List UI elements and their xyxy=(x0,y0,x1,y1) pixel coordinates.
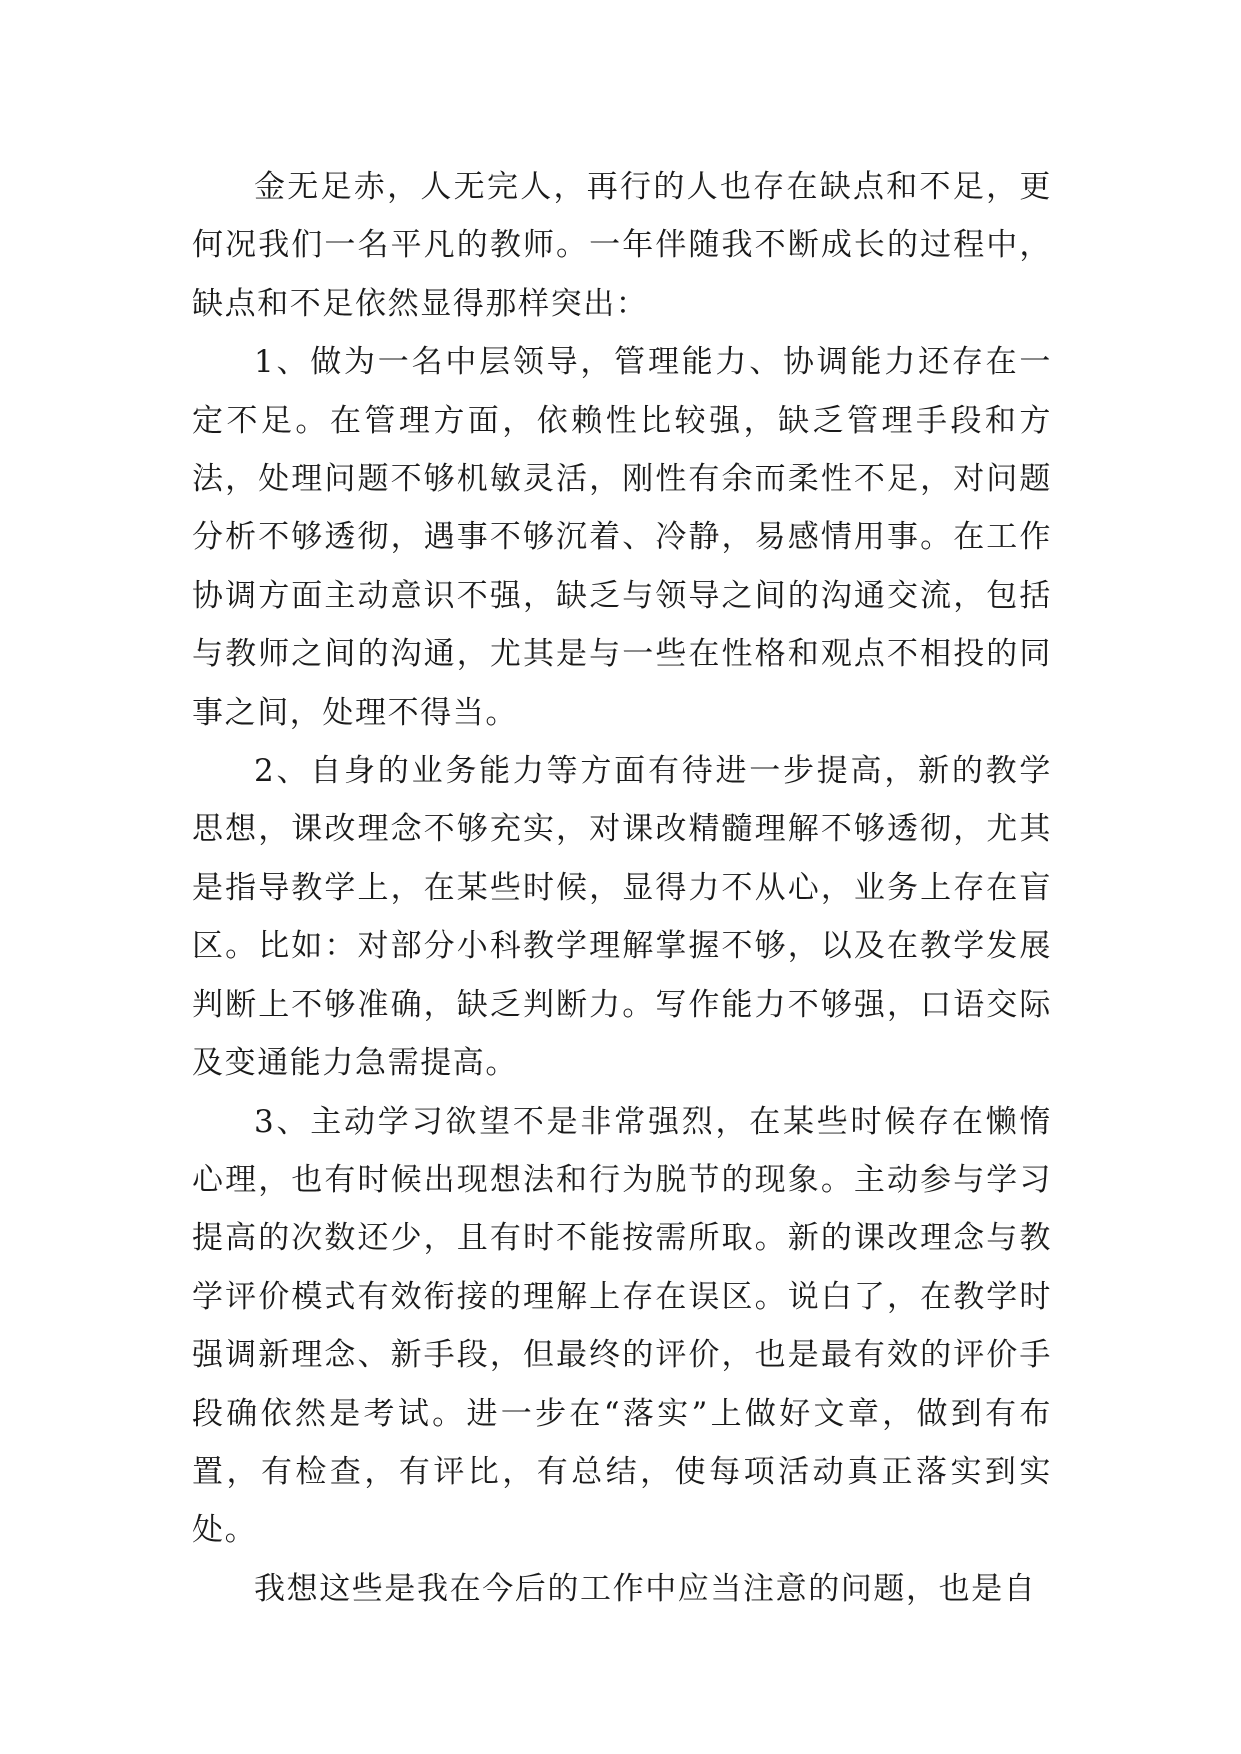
paragraph-item-2: 2、自身的业务能力等方面有待进一步提高，新的教学思想，课改理念不够充实，对课改精髓理解不够透彻，尤其是指导教学上，在某些时候，显得力不从心，业务上存在盲区。比如：对部分小科教学理解掌握不够，以及在教学发展判断上不够准确，缺乏判断力。写作能力不够强，口语交际及变通能力急需提高。 xyxy=(192,753,1052,1082)
document-body xyxy=(192,158,1052,1618)
paragraph-item-1: 1、做为一名中层领导，管理能力、协调能力还存在一定不足。在管理方面，依赖性比较强，缺乏管理手段和方法，处理问题不够机敏灵活，刚性有余而柔性不足，对问题分析不够透彻，遇事不够沉着、冷静，易感情用事。在工作协调方面主动意识不强，缺乏与领导之间的沟通交流，包括与教师之间的沟通，尤其是与一些在性格和观点不相投的同事之间，处理不得当。 xyxy=(192,344,1052,731)
paragraph-closing: 我想这些是我在今后的工作中应当注意的问题，也是自 xyxy=(254,1570,1037,1607)
paragraph-item-3: 3、主动学习欲望不是非常强烈，在某些时候存在懒惰心理，也有时候出现想法和行为脱节的现象。主动参与学习提高的次数还少，且有时不能按需所取。新的课改理念与教学评价模式有效衔接的理解上存在误区。说白了，在教学时强调新理念、新手段，但最终的评价，也是最有效的评价手段确依然是考试。进一步在“落实”上做好文章，做到有布置，有检查，有评比，有总结，使每项活动真正落实到实处。 xyxy=(192,1103,1052,1549)
paragraph-intro: 金无足赤，人无完人，再行的人也存在缺点和不足，更何况我们一名平凡的教师。一年伴随我不断成长的过程中，缺点和不足依然显得那样突出： xyxy=(192,169,1052,322)
